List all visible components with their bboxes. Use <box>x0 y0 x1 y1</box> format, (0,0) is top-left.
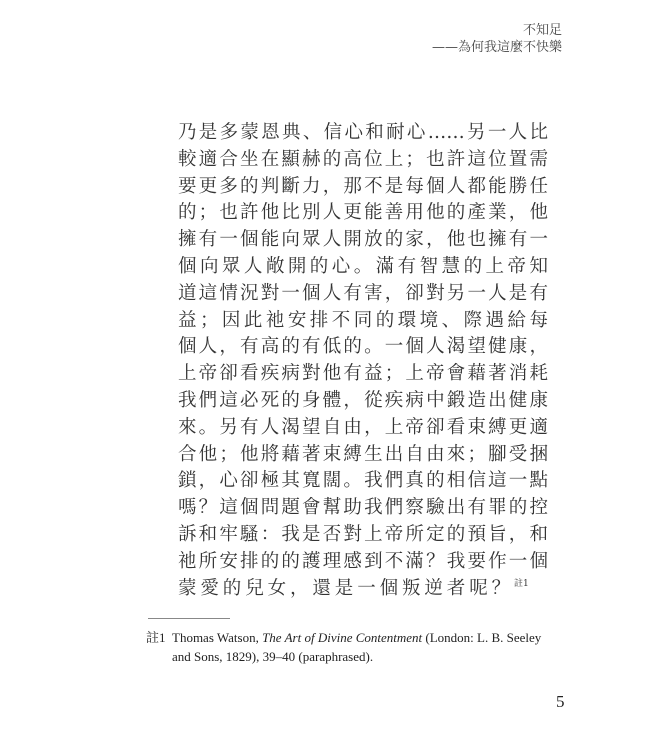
text-line: 上帝卻看疾病對他有益；上帝會藉著消耗 <box>178 363 548 385</box>
text-line: 的；也許他比別人更能善用他的產業，他 <box>178 202 548 224</box>
text-line: 益；因此祂安排不同的環境、際遇給每 <box>178 309 548 331</box>
text-line: 來。另有人渴望自由，上帝卻看束縛更適 <box>178 416 548 438</box>
footnote <box>146 628 546 666</box>
body-text <box>178 120 548 602</box>
footnote-mark: 註1 <box>146 630 166 645</box>
text-line: 乃是多蒙恩典、信心和耐心……另一人比 <box>178 122 548 143</box>
footnote-text <box>172 628 546 666</box>
footnote-reference[interactable]: 註1 <box>514 578 529 589</box>
text-line: 嗎？這個問題會幫助我們察驗出有罪的控 <box>178 497 548 519</box>
text-line: 個人，有高的有低的。一個人渴望健康， <box>178 336 548 358</box>
text-line: 合他；他將藉著束縛生出自由來；腳受捆 <box>178 443 548 465</box>
text-line-last <box>178 576 548 603</box>
text-line: 鎖，心卻極其寬闊。我們真的相信這一點 <box>178 470 548 492</box>
text-line: 較適合坐在顯赫的高位上；也許這位置需 <box>178 148 548 170</box>
header-title: 不知足 <box>522 23 562 38</box>
text-line: 道這情況對一個人有害，卻對另一人是有 <box>178 282 548 304</box>
footnote-citation: (London: L. B. Seeley and Sons, 1829), 39–40 (paraphrased). <box>172 630 542 664</box>
text-line: 個向眾人敞開的心。滿有智慧的上帝知 <box>178 255 548 277</box>
footnote-book-title: The Art of Divine Contentment <box>262 630 423 645</box>
page-number: 5 <box>556 692 565 711</box>
text-line: 訴和牢騷：我是否對上帝所定的預旨，和 <box>178 523 548 545</box>
text-line: 擁有一個能向眾人開放的家，他也擁有一 <box>178 229 548 251</box>
header-subtitle: ——為何我這麼不快樂 <box>431 40 562 55</box>
text-line: 我們這必死的身體，從疾病中鍛造出健康 <box>178 389 548 411</box>
text-line: 祂所安排的的護理感到不滿？我要作一個 <box>178 550 548 572</box>
footnote-divider <box>148 618 230 619</box>
running-header <box>432 22 562 56</box>
text-line: 蒙愛的兒女，還是一個叛逆者呢？ <box>178 577 515 599</box>
footnote-author: Thomas Watson, <box>172 630 263 645</box>
text-line: 要更多的判斷力，那不是每個人都能勝任 <box>178 175 548 197</box>
